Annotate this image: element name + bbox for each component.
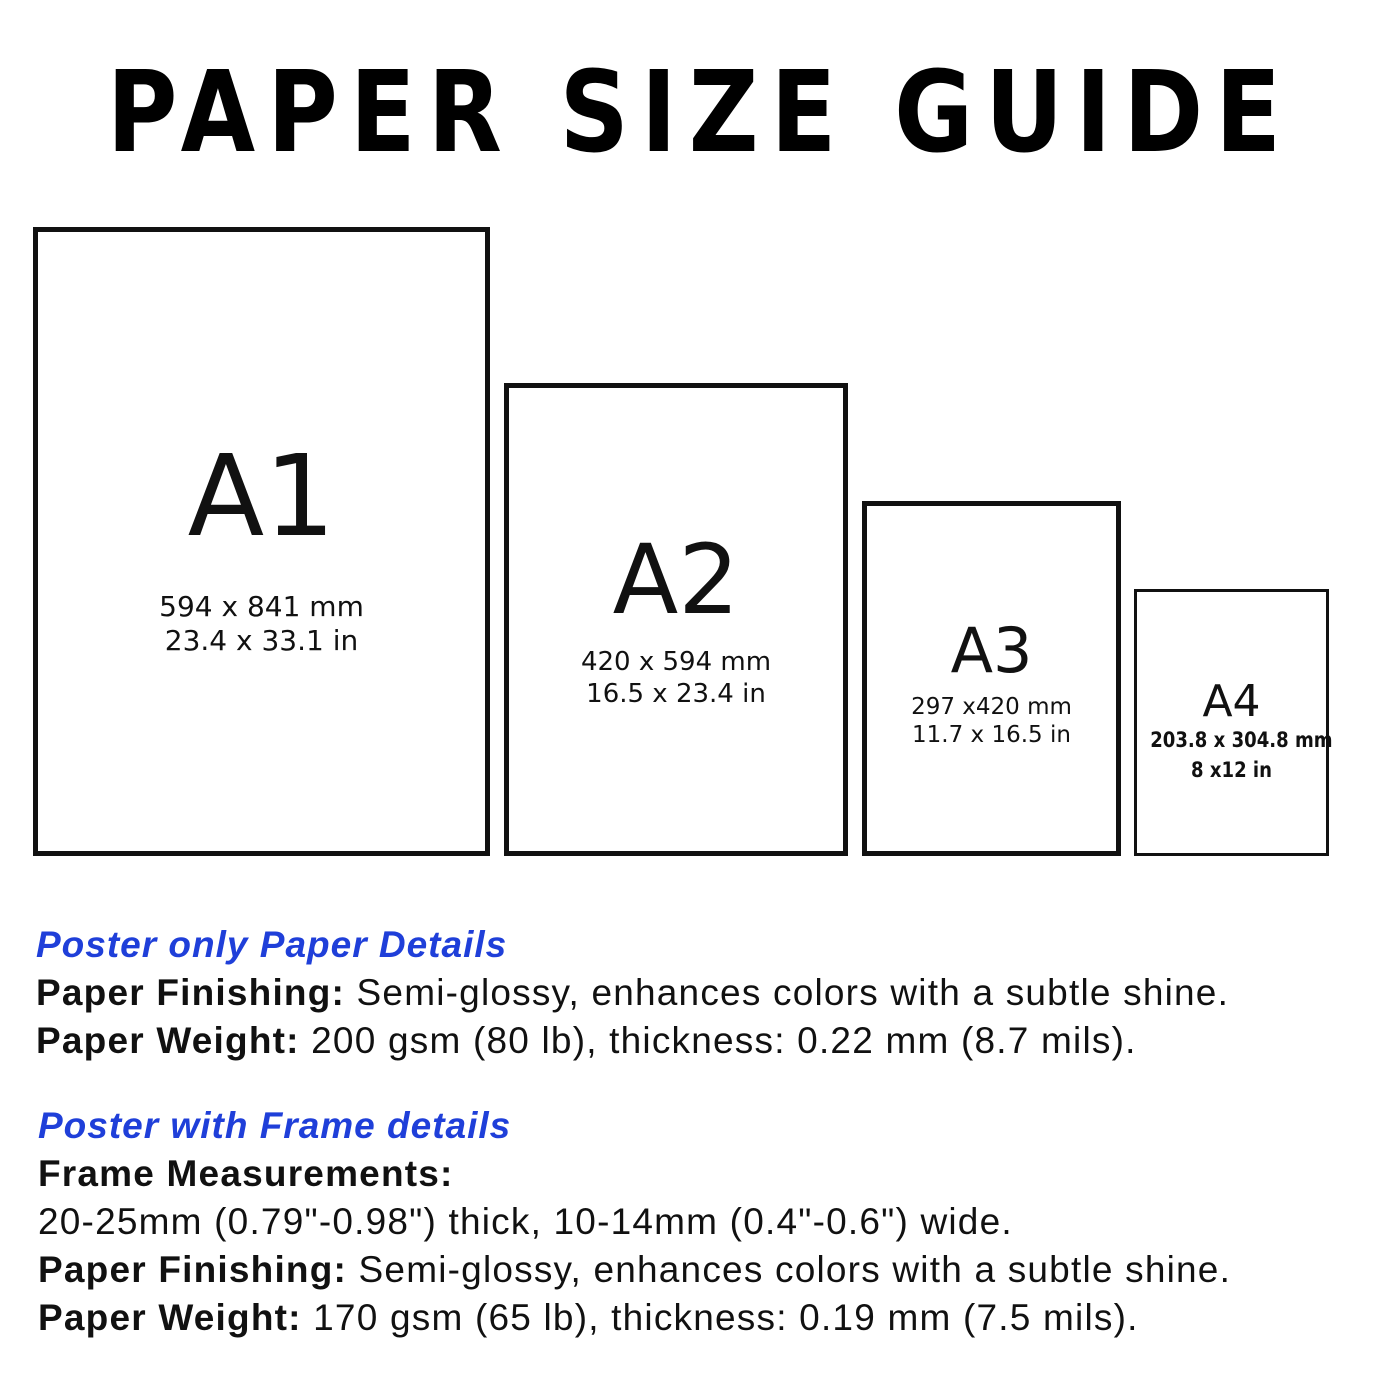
sheet-label-a4: A4 (1202, 676, 1261, 727)
finishing-value: Semi-glossy, enhances colors with a subtle shine. (345, 972, 1230, 1013)
finishing-key: Paper Finishing: (38, 1249, 348, 1290)
page-title: PAPER SIZE GUIDE (106, 48, 1294, 178)
sheet-label-a2: A2 (612, 524, 740, 636)
measurements-key: Frame Measurements: (38, 1153, 454, 1194)
frame-measurements-label (38, 1150, 1378, 1198)
sheet-dim-in-a3: 11.7 x 16.5 in (912, 722, 1071, 748)
poster-only-heading: Poster only Paper Details (36, 924, 508, 965)
paper-sheet-a2 (504, 383, 848, 856)
poster-frame-details (38, 1102, 1378, 1342)
sheet-dim-in-a1: 23.4 x 33.1 in (164, 624, 359, 657)
poster-only-finishing (36, 969, 1376, 1017)
sheet-dim-mm-a1: 594 x 841 mm (159, 590, 364, 623)
sheet-dim-in-a2: 16.5 x 23.4 in (586, 679, 766, 709)
finishing-key: Paper Finishing: (36, 972, 346, 1013)
finishing-value: Semi-glossy, enhances colors with a subtle shine. (347, 1249, 1232, 1290)
sheet-dim-in-a4: 8 x12 in (1191, 758, 1272, 782)
poster-frame-finishing (38, 1246, 1378, 1294)
poster-only-weight (36, 1017, 1376, 1065)
paper-sheet-a3 (862, 501, 1121, 856)
sheet-dim-mm-a2: 420 x 594 mm (580, 647, 772, 677)
frame-measurements-value: 20-25mm (0.79"-0.98") thick, 10-14mm (0.4"-0.6") wide. (38, 1201, 1013, 1242)
weight-value: 200 gsm (80 lb), thickness: 0.22 mm (8.7 mils). (299, 1020, 1137, 1061)
weight-value: 170 gsm (65 lb), thickness: 0.19 mm (7.5 mils). (301, 1297, 1139, 1338)
sheet-dim-mm-a4: 203.8 x 304.8 mm (1150, 728, 1333, 752)
poster-only-details (36, 921, 1376, 1065)
sheet-label-a1: A1 (187, 432, 336, 562)
poster-frame-weight (38, 1294, 1378, 1342)
paper-sheet-a1 (33, 227, 490, 856)
weight-key: Paper Weight: (36, 1020, 300, 1061)
sheet-label-a3: A3 (950, 614, 1033, 687)
paper-sheet-a4 (1134, 589, 1333, 856)
poster-frame-heading: Poster with Frame details (38, 1105, 512, 1146)
weight-key: Paper Weight: (38, 1297, 302, 1338)
sheet-dim-mm-a3: 297 x420 mm (911, 694, 1072, 720)
